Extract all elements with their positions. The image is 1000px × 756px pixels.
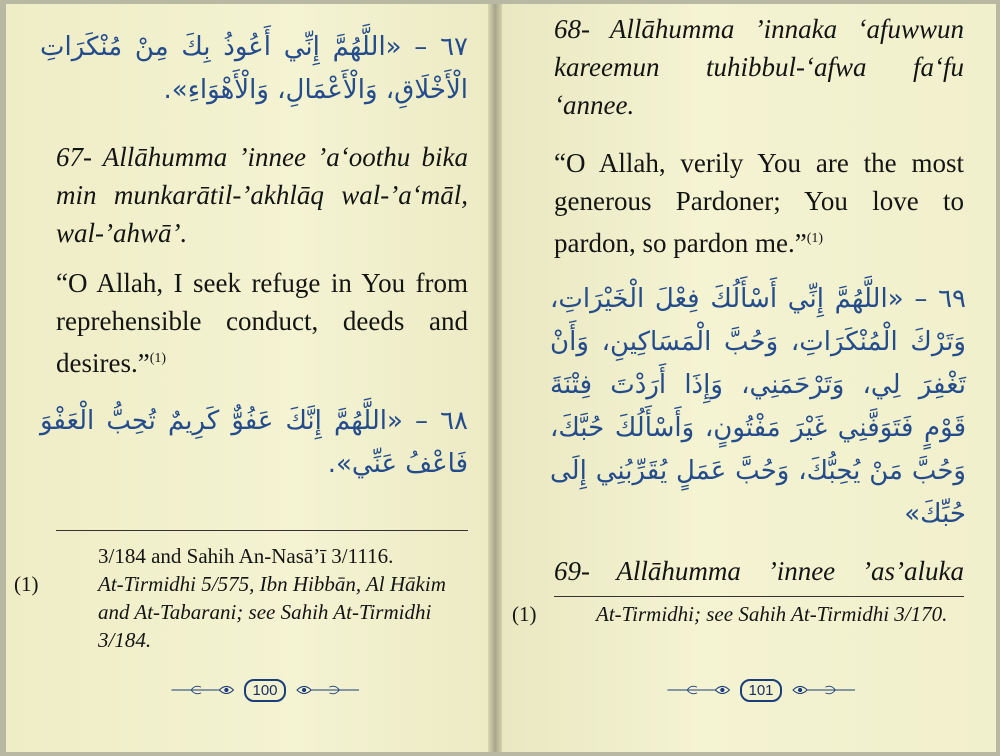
translation-67-text: “O Allah, I seek refuge in You from reprehensible conduct, deeds and desires.” (56, 268, 468, 378)
page-number-right-value: 101 (740, 679, 781, 702)
page-number-left-value: 100 (244, 679, 285, 702)
transliteration-69: 69- Allāhumma ’innee ’as’aluka (554, 556, 964, 586)
book-gutter (488, 4, 502, 752)
arabic-supplication-67: ٦٧ – «اللَّهُمَّ إِنِّي أَعُوذُ بِكَ مِنْ مُنْكَرَاتِ الْأَخْلَاقِ، وَالْأَعْمَالِ، وَالْأَهْوَاءِ». (40, 32, 468, 105)
footnote-left (14, 570, 468, 654)
footnote-divider-left (56, 530, 468, 531)
page-number-right (666, 678, 856, 702)
reference-mark-67: (1) (149, 351, 167, 366)
page-ornament-left-icon (170, 680, 240, 700)
footnote-left-text: At-Tirmidhi 5/575, Ibn Hibbān, Al Hākim and At-Tabarani; see Sahih At-Tirmidhi 3/184. (98, 572, 446, 652)
page-ornament-right-icon (290, 680, 360, 700)
footnote-left-mark: (1) (14, 572, 39, 596)
translation-68-text: “O Allah, verily You are the most generous Pardoner; You love to pardon, so pardon me.” (554, 148, 964, 258)
footnote-continuation (56, 542, 468, 570)
transliteration-68: 68- Allāhumma ’innaka ‘afuwwun kareemun tuhibbul-‘afwa fa‘fu ‘annee. (554, 14, 964, 120)
footnote-right (512, 600, 964, 628)
reference-mark-68: (1) (806, 231, 824, 246)
translation-67 (56, 264, 468, 382)
footnote-continuation-text: 3/184 and Sahih An-Nasā’ī 3/1116. (98, 544, 394, 568)
transliteration-67: 67- Allāhumma ’innee ’a‘oothu bika min munkarātil-’akhlāq wal-’a‘māl, wal-’ahwā’. (56, 142, 468, 248)
translation-68 (554, 144, 964, 262)
arabic-supplication-69: ٦٩ – «اللَّهُمَّ إِنِّي أَسْأَلُكَ فِعْلَ الْخَيْرَاتِ، وَتَرْكَ الْمُنْكَرَاتِ، وَحُبَّ الْمَسَاكِينِ، وَأَنْ تَغْفِرَ لِي، وَتَرْحَمَنِي، وَإِذَا أَرَدْتَ فِتْنَةَ قَوْمٍ فَتَوَفَّنِي غَيْرَ مَفْتُونٍ، وَأَسْأَلُكَ حُبَّكَ، وَحُبَّ مَنْ يُحِبُّكَ، وَحُبَّ عَمَلٍ يُقَرِّبُنِي إِلَى حُبِّكَ» (550, 284, 966, 529)
footnote-right-mark: (1) (512, 602, 537, 626)
footnote-divider-right (554, 596, 964, 597)
arabic-supplication-68: ٦٨ – «اللَّهُمَّ إِنَّكَ عَفُوٌّ كَرِيمٌ تُحِبُّ الْعَفْوَ فَاعْفُ عَنِّي». (40, 406, 468, 479)
page-number-left (170, 678, 360, 702)
page-ornament-right-icon (786, 680, 856, 700)
footnote-right-text: At-Tirmidhi; see Sahih At-Tirmidhi 3/170. (596, 602, 948, 626)
page-ornament-left-icon (666, 680, 736, 700)
